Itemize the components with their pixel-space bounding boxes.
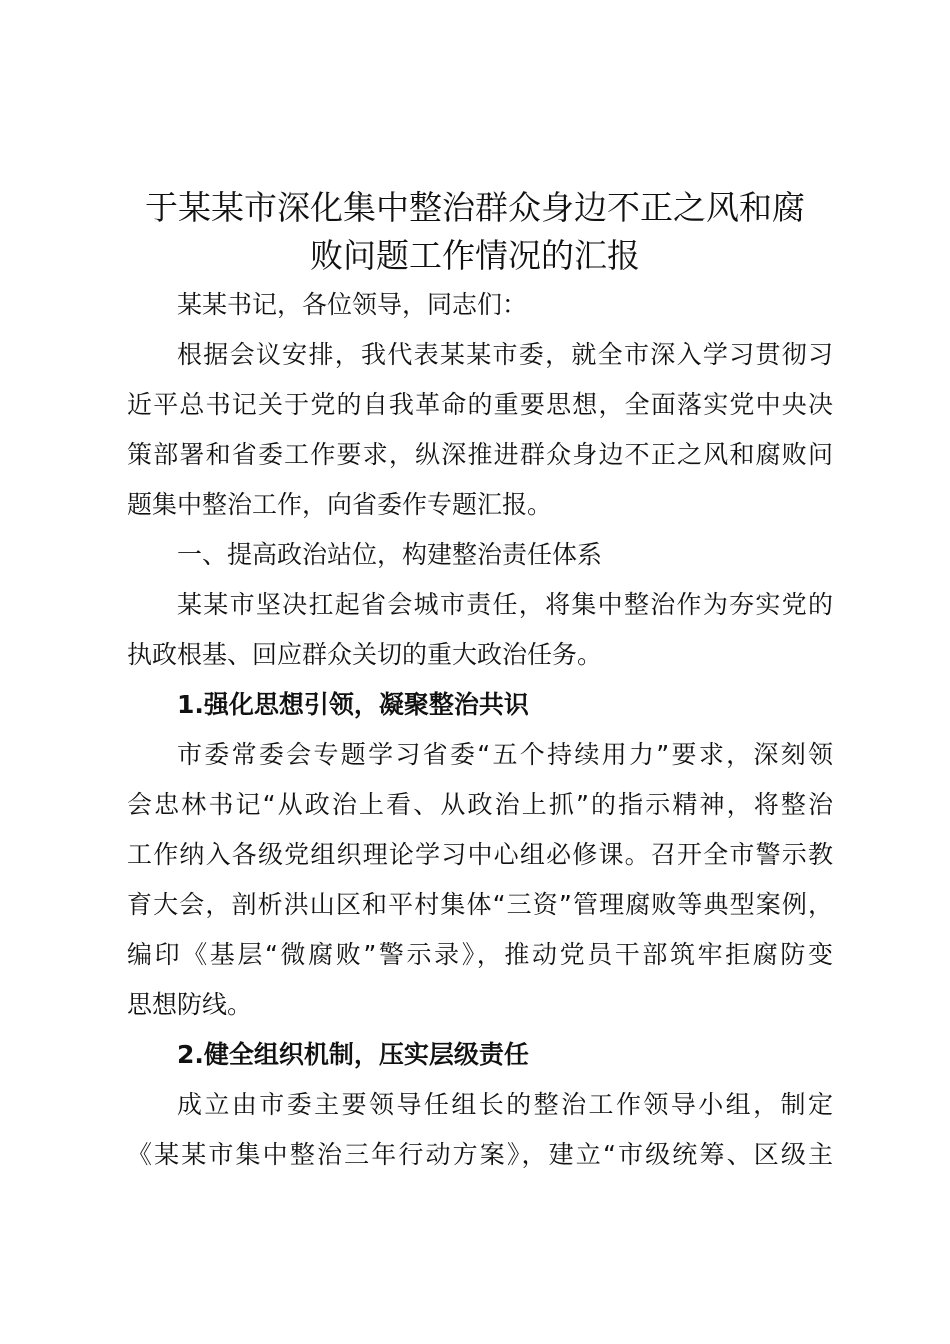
- section-1-heading: 一、提高政治站位，构建整治责任体系: [177, 540, 603, 569]
- intro-line-2: 近平总书记关于党的自我革命的重要思想，全面落实党中央决: [127, 390, 833, 419]
- subsection-1-line-2: 会忠林书记“从政治上看、从政治上抓”的指示精神，将整治: [127, 790, 833, 819]
- intro-line-3: 策部署和省委工作要求，纵深推进群众身边不正之风和腐败问: [127, 440, 833, 469]
- subsection-2-heading: 2.健全组织机制，压实层级责任: [177, 1040, 529, 1069]
- intro-line-1: 根据会议安排，我代表某某市委，就全市深入学习贯彻习: [177, 340, 833, 369]
- intro-line-4: 题集中整治工作，向省委作专题汇报。: [127, 490, 553, 519]
- subsection-1-line-3: 工作纳入各级党组织理论学习中心组必修课。召开全市警示教: [127, 840, 833, 869]
- subsection-1-line-1: 市委常委会专题学习省委“五个持续用力”要求，深刻领: [177, 740, 833, 769]
- subsection-2-line-1: 成立由市委主要领导任组长的整治工作领导小组，制定: [177, 1090, 833, 1119]
- subsection-2-line-2: 《某某市集中整治三年行动方案》，建立“市级统筹、区级主: [127, 1140, 833, 1169]
- subsection-1-line-6: 思想防线。: [127, 990, 253, 1019]
- title-line-1: 于某某市深化集中整治群众身边不正之风和腐: [145, 188, 805, 227]
- section-1-line-2: 执政根基、回应群众关切的重大政治任务。: [127, 640, 603, 669]
- salutation: 某某书记，各位领导，同志们：: [177, 290, 528, 319]
- title-line-2: 败问题工作情况的汇报: [310, 236, 640, 275]
- section-1-line-1: 某某市坚决扛起省会城市责任，将集中整治作为夯实党的: [177, 590, 833, 619]
- subsection-1-line-5: 编印《基层“微腐败”警示录》，推动党员干部筑牢拒腐防变: [127, 940, 833, 969]
- subsection-1-heading: 1.强化思想引领，凝聚整治共识: [177, 690, 529, 719]
- document-title: [110, 184, 840, 280]
- subsection-1-line-4: 育大会，剖析洪山区和平村集体“三资”管理腐败等典型案例，: [127, 890, 833, 919]
